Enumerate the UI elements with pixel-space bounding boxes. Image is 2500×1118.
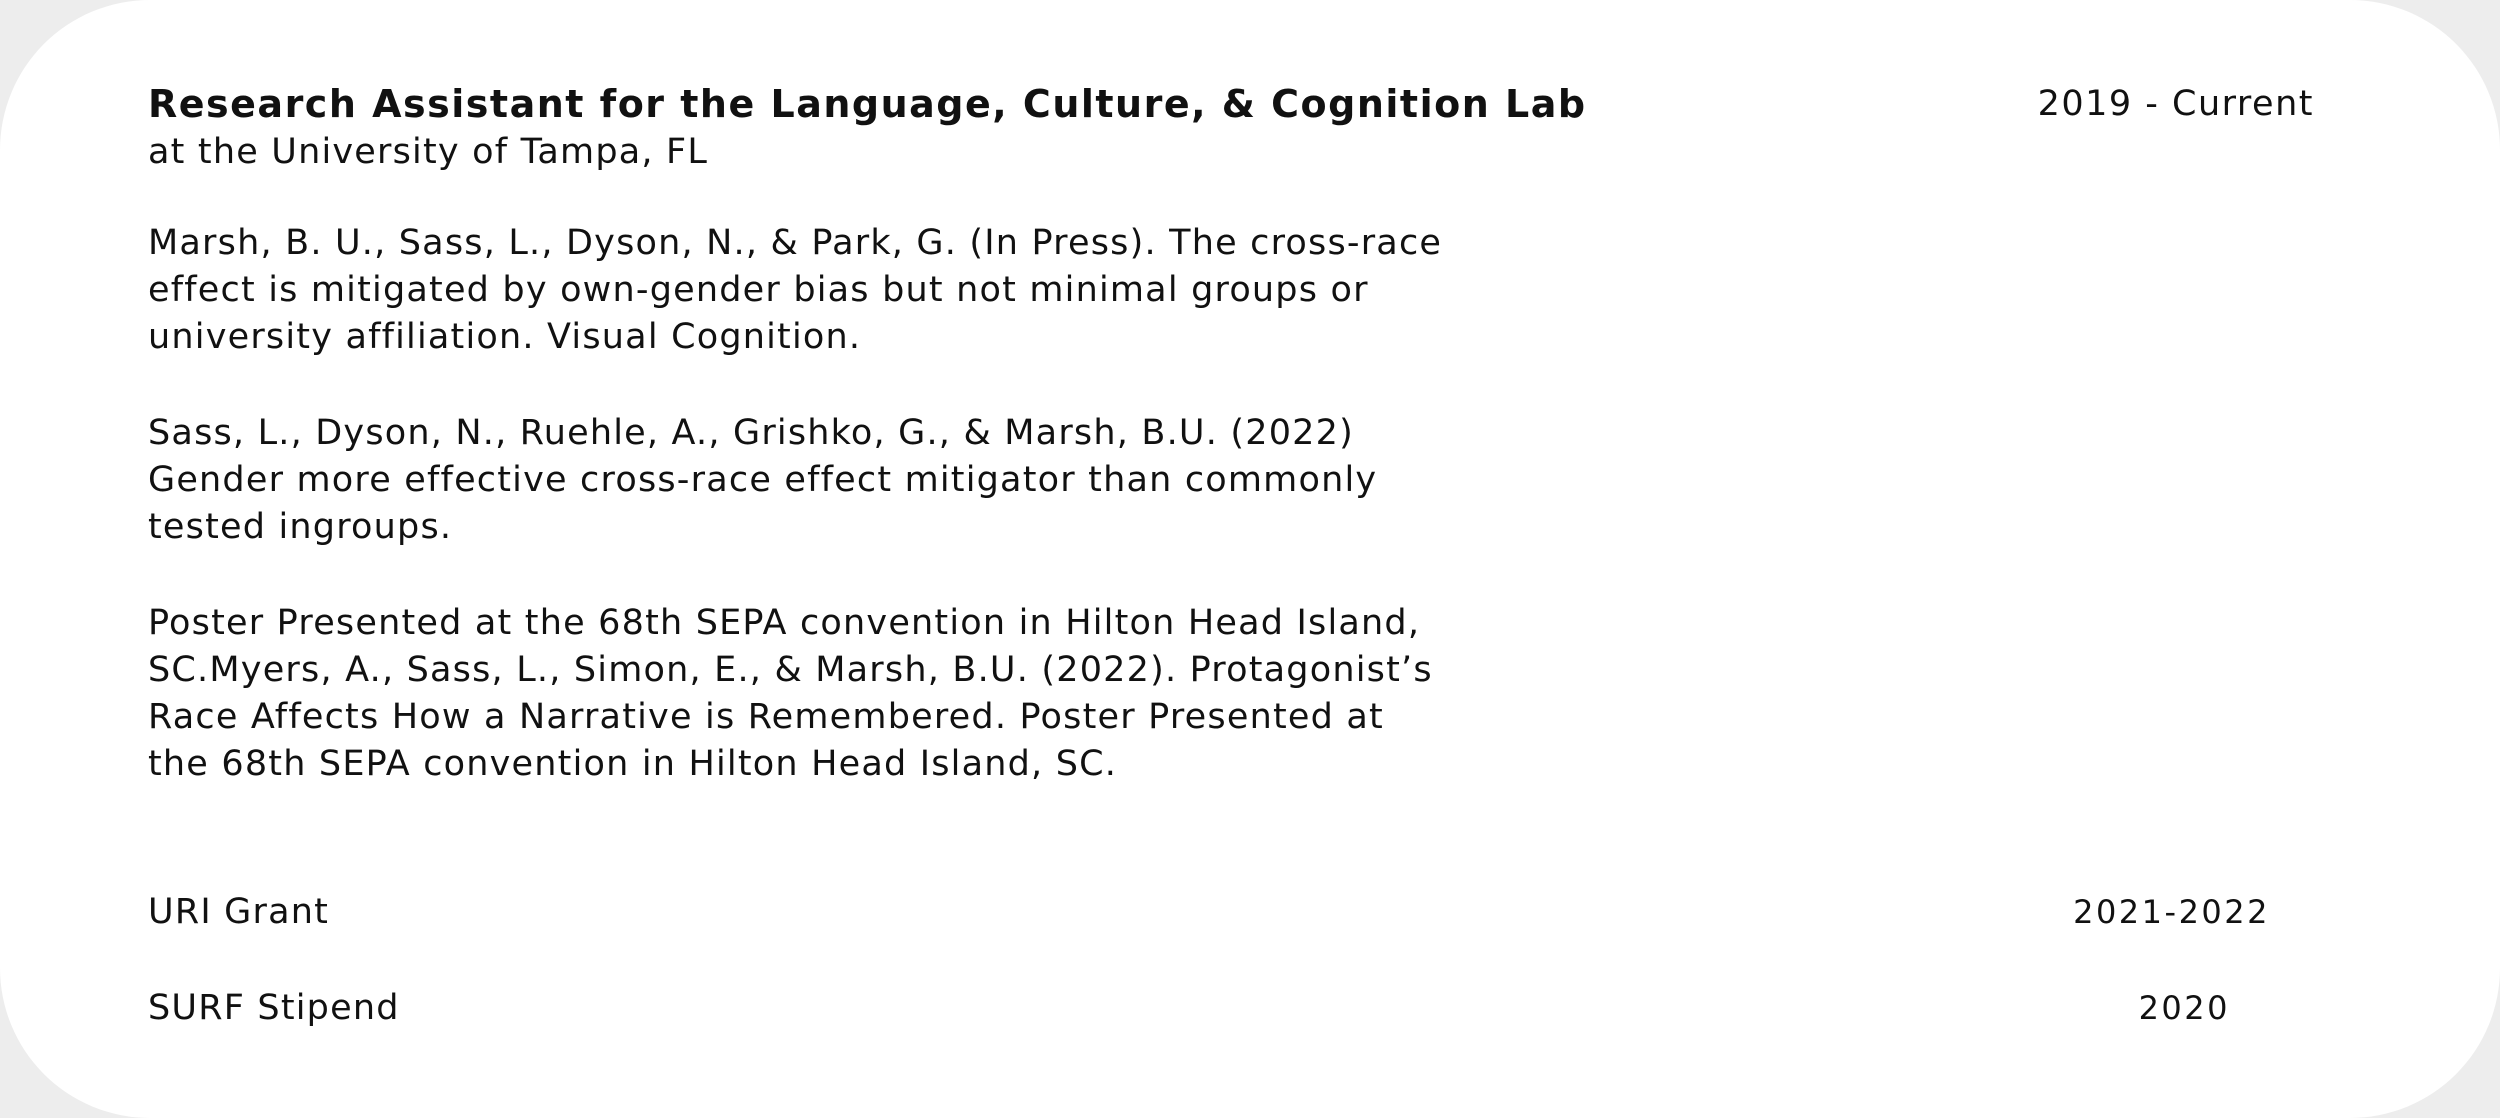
publication-line: tested ingroups. — [148, 507, 453, 547]
award-name-surf-stipend: SURF Stipend — [148, 988, 400, 1028]
publication-item — [148, 220, 1548, 361]
publication-item — [148, 600, 1548, 788]
award-date-uri-grant: 2021-2022 — [2073, 893, 2270, 931]
role-subtitle: at the University of Tampa, FL — [148, 132, 709, 172]
role-date: 2019 - Current — [2037, 84, 2314, 124]
publication-line: Marsh, B. U., Sass, L., Dyson, N., & Park, G. (In Press). The cross-race — [148, 223, 1443, 263]
publication-line: Poster Presented at the 68th SEPA convention in Hilton Head Island, — [148, 603, 1421, 643]
publication-item — [148, 410, 1548, 551]
publication-line: SC.Myers, A., Sass, L., Simon, E., & Marsh, B.U. (2022). Protagonist’s — [148, 650, 1433, 690]
publication-line: Race Affects How a Narrative is Remembered. Poster Presented at — [148, 697, 1384, 737]
publication-line: the 68th SEPA convention in Hilton Head Island, SC. — [148, 744, 1118, 784]
publication-line: Sass, L., Dyson, N., Ruehle, A., Grishko, G., & Marsh, B.U. (2022) — [148, 413, 1354, 453]
publication-line: Gender more effective cross-race effect mitigator than commonly — [148, 460, 1378, 500]
publication-line: university affiliation. Visual Cognition. — [148, 317, 862, 357]
role-title: Research Assistant for the Language, Culture, & Cognition Lab — [148, 82, 1587, 126]
award-date-surf-stipend: 2020 — [2138, 989, 2230, 1027]
publication-line: effect is mitigated by own-gender bias but not minimal groups or — [148, 270, 1369, 310]
award-name-uri-grant: URI Grant — [148, 892, 330, 932]
